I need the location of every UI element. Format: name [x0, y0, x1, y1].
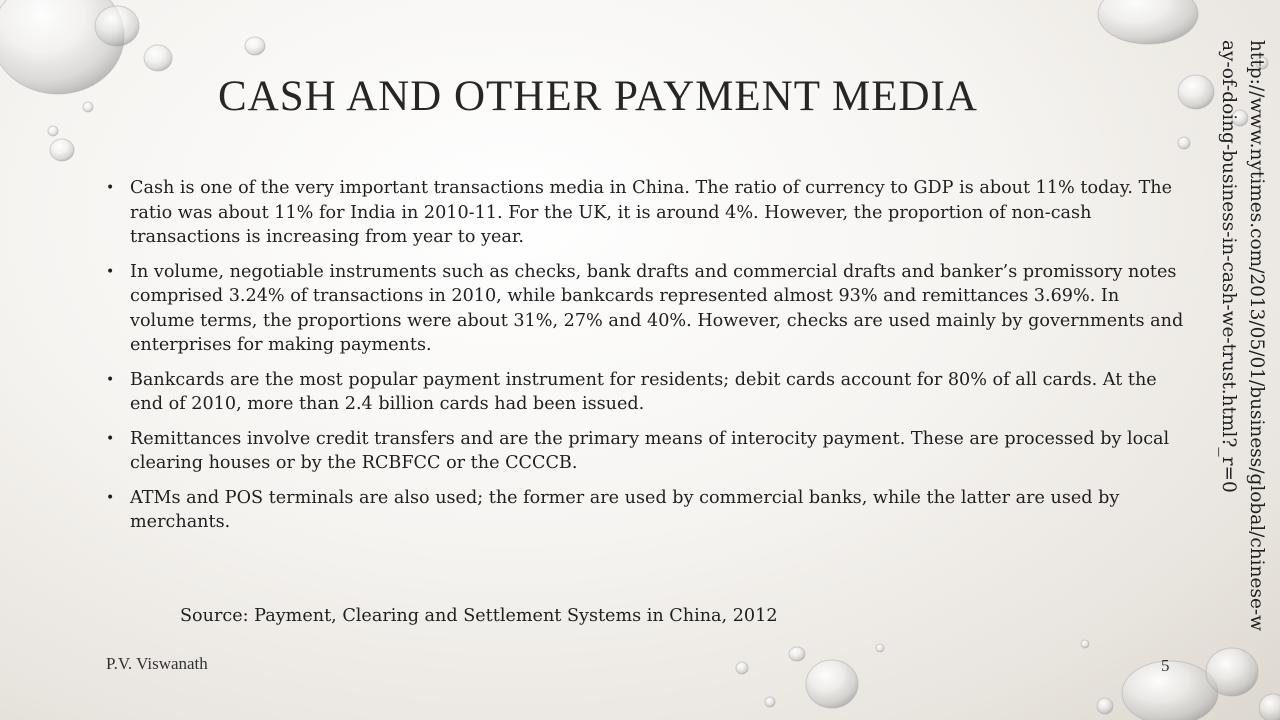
footer-author: P.V. Viswanath: [106, 654, 208, 673]
bullet-item: [106, 176, 1186, 250]
bullet-list: [106, 176, 1186, 545]
water-drop: [789, 647, 805, 661]
bullet-item: [106, 368, 1186, 417]
page-number: 5: [1161, 656, 1170, 675]
water-drop: [1081, 640, 1089, 648]
water-drop: [50, 139, 74, 161]
bullet-text: ATMs and POS terminals are also used; the former are used by commercial banks, while the latter are used by merchants.: [130, 487, 1120, 532]
water-drop: [765, 697, 775, 707]
bullet-text: Cash is one of the very important transactions media in China. The ratio of currency to GDP is about 11% today. The ratio was about 11% for India in 2010-11. For the UK, it is around 4%. However, the proportion of non-cash transactions is increasing from year to year.: [130, 178, 1173, 247]
bullet-item: [106, 260, 1186, 358]
water-drop: [876, 644, 884, 652]
bullet-text: In volume, negotiable instruments such as checks, bank drafts and commercial drafts and banker’s promissory notes comprised 3.24% of transactions in 2010, while bankcards represented almost 93% and remittances 3.69%. In volume terms, the proportions were about 31%, 27% and 40%. However, checks are used mainly by governments and enterprises for making payments.: [130, 261, 1184, 355]
water-drop: [95, 6, 139, 46]
water-drop: [48, 126, 58, 136]
reference-url-link[interactable]: http://www.nytimes.com/2013/05/01/business/global/chinese-way-of-doing-business-in-cash-we-trust.html?_r=0: [1218, 40, 1267, 631]
bullet-icon: •: [106, 263, 115, 280]
bullet-item: [106, 427, 1186, 476]
water-drop: [245, 37, 265, 55]
water-drop: [83, 102, 93, 112]
water-drop: [806, 660, 858, 708]
bullet-icon: •: [106, 371, 115, 388]
water-drop: [1122, 661, 1218, 720]
water-drop: [1206, 648, 1258, 696]
bullet-icon: •: [106, 430, 115, 447]
bullet-icon: •: [106, 489, 115, 506]
source-citation: Source: Payment, Clearing and Settlement Systems in China, 2012: [180, 606, 778, 626]
water-drop: [1259, 694, 1280, 720]
water-drop: [736, 662, 748, 674]
bullet-item: [106, 486, 1186, 535]
slide-title: CASH AND OTHER PAYMENT MEDIA: [218, 73, 978, 120]
bullet-text: Bankcards are the most popular payment instrument for residents; debit cards account for 80% of all cards. At the end of 2010, more than 2.4 billion cards had been issued.: [130, 369, 1157, 414]
bullet-icon: •: [106, 180, 115, 196]
water-drop: [1178, 137, 1190, 149]
bullet-text: Remittances involve credit transfers and are the primary means of interocity payment. These are processed by local clearing houses or by the RCBFCC or the CCCCB.: [130, 428, 1170, 473]
water-drop: [1178, 75, 1214, 109]
water-drop: [1098, 0, 1198, 44]
water-drop: [144, 45, 172, 71]
water-drop: [1097, 698, 1113, 714]
